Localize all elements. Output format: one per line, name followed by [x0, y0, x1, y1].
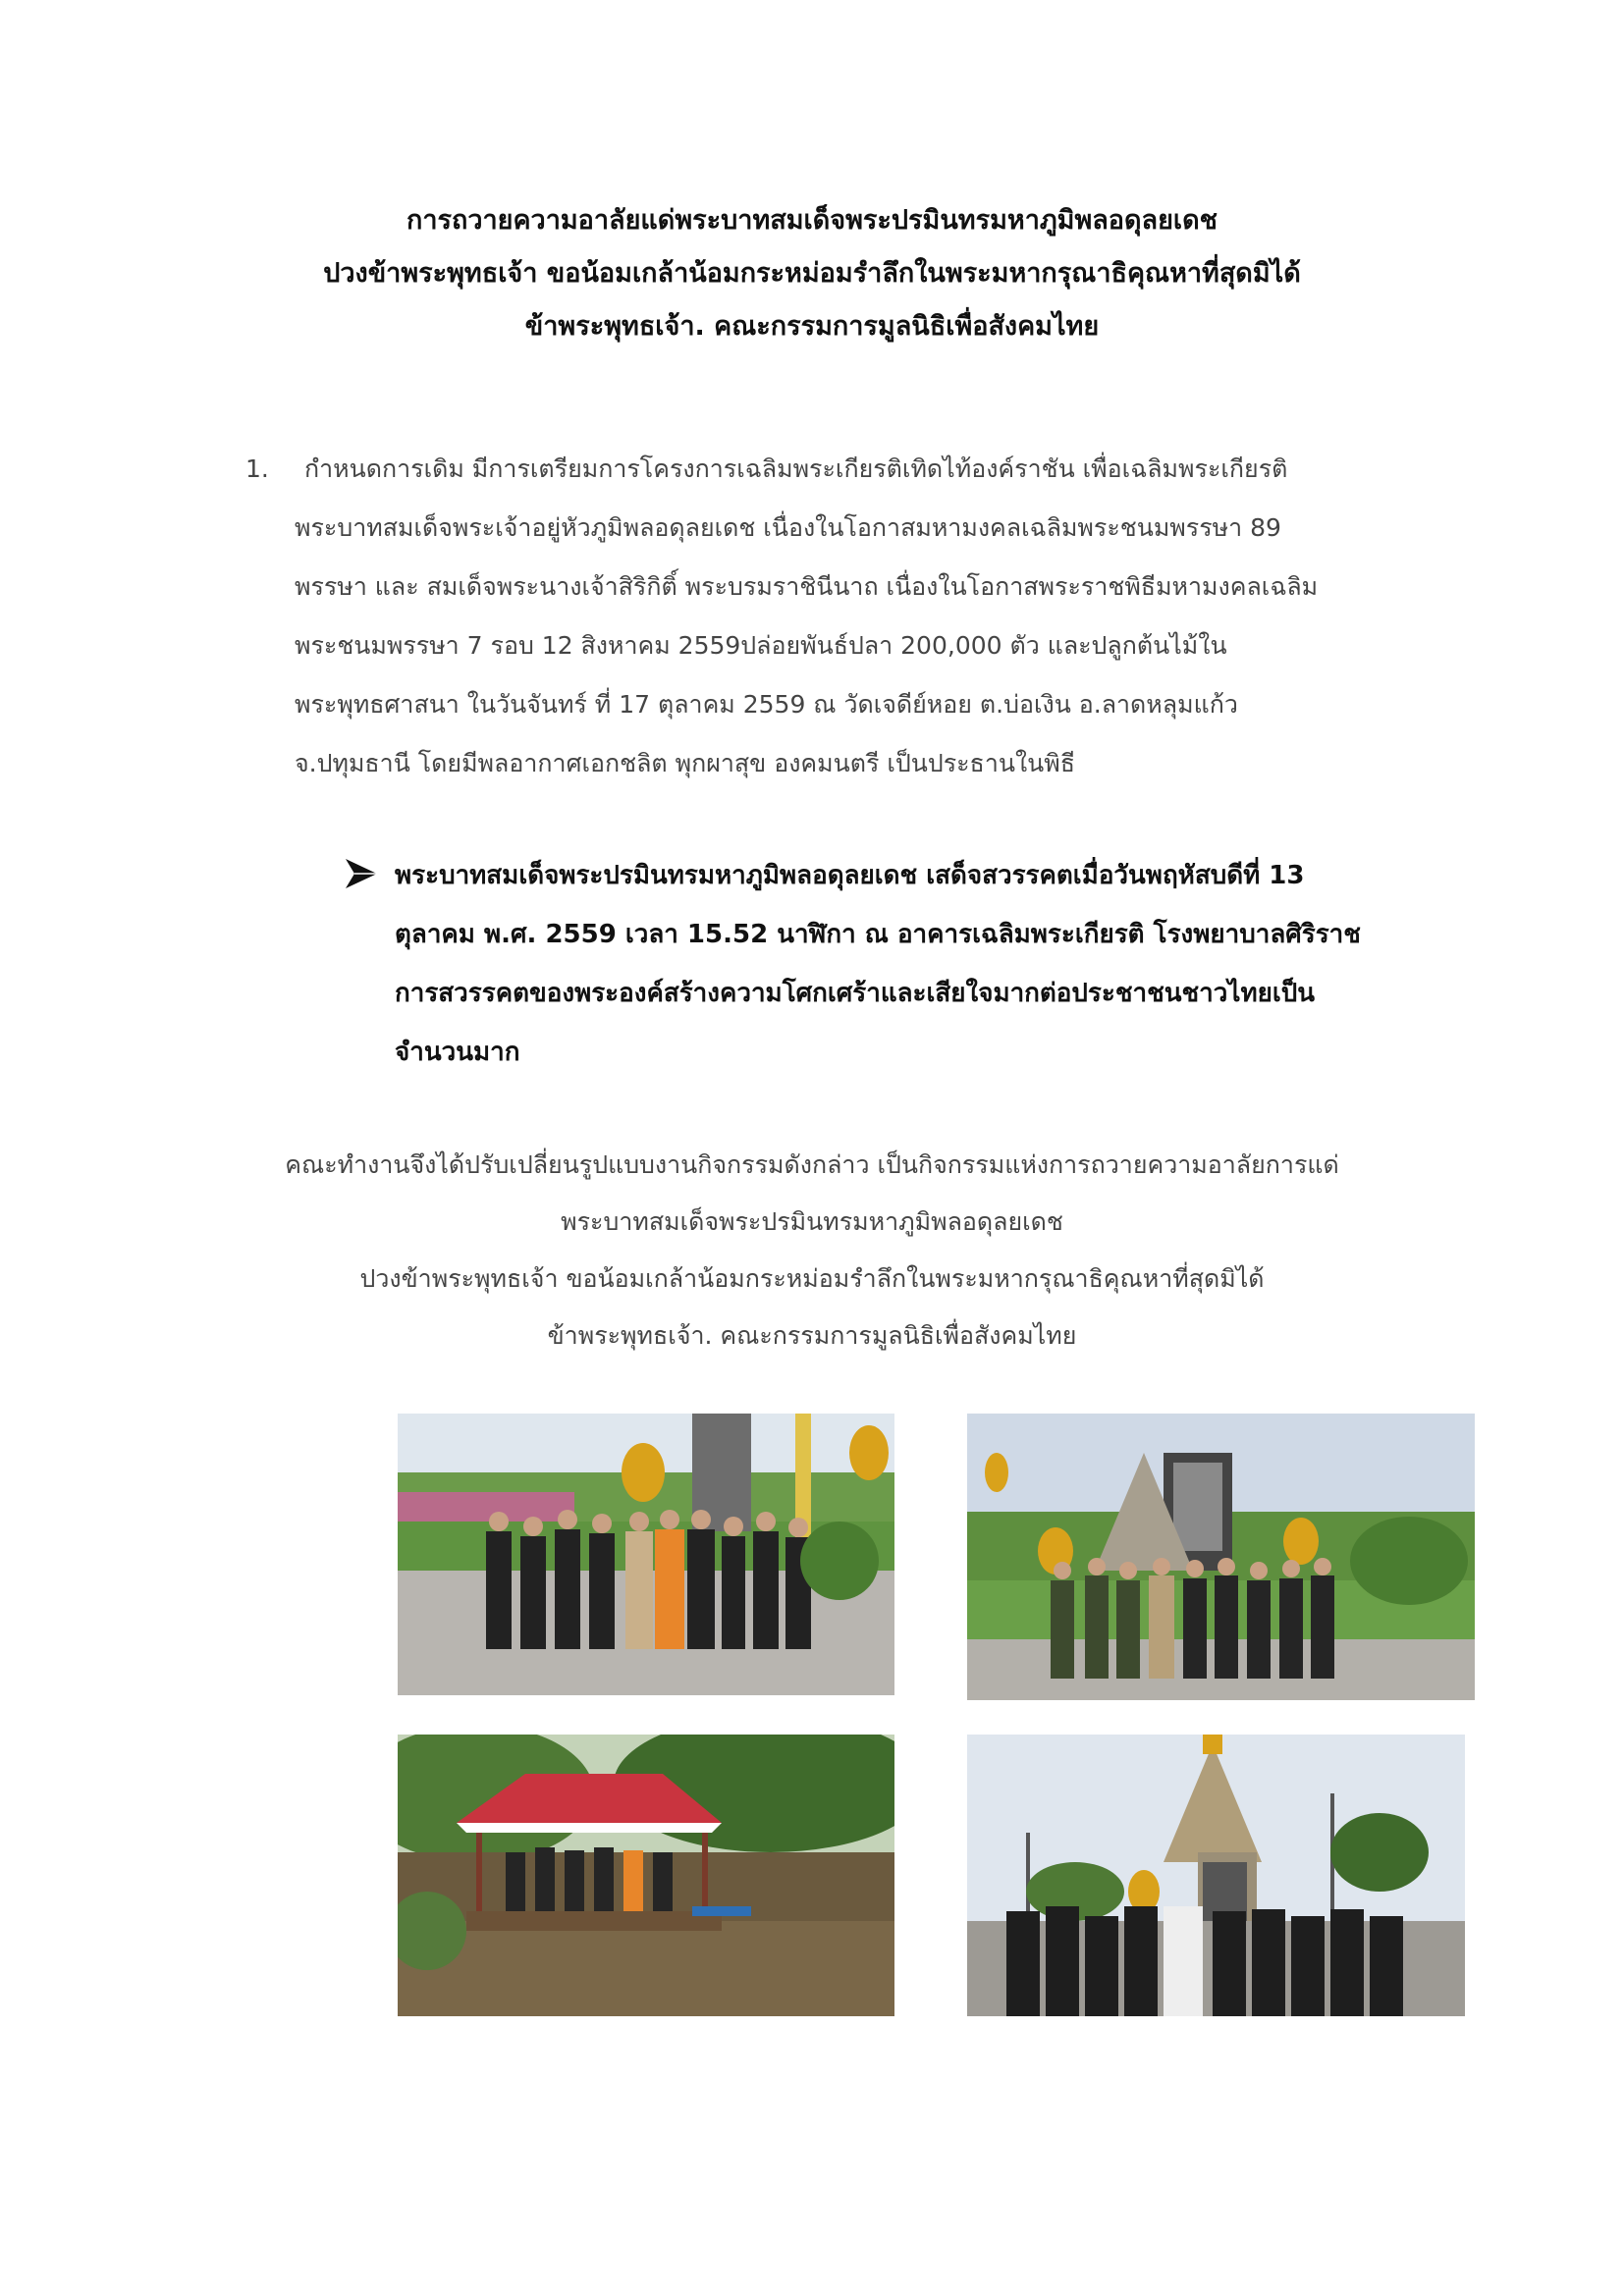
paragraph-line: พระชนมพรรษา 7 รอบ 12 สิงหาคม 2559ปล่อยพันธ์ปลา 200,000 ตัว และปลูกต้นไม้ใน [295, 631, 1227, 660]
photo-pavilion-on-water [398, 1735, 894, 2016]
title-line-1: การถวายความอาลัยแด่พระบาทสมเด็จพระปรมินทรมหาภูมิพลอดุลยเดช [406, 205, 1218, 236]
paragraph-line: พรรษา และ สมเด็จพระนางเจ้าสิริกิติ์ พระบรมราชินีนาถ เนื่องในโอกาสพระราชพิธีมหามงคลเฉลิม [295, 572, 1319, 601]
bullet-line: จำนวนมาก [395, 1038, 520, 1067]
bullet-line: ตุลาคม พ.ศ. 2559 เวลา 15.52 นาฬิกา ณ อาคารเฉลิมพระเกียรติ โรงพยาบาลศิริราช [395, 920, 1361, 949]
paragraph-line: พระพุทธศาสนา ในวันจันทร์ ที่ 17 ตุลาคม 2559 ณ วัดเจดีย์หอย ต.บ่อเงิน อ.ลาดหลุมแก้ว [295, 690, 1238, 719]
title-line-2: ปวงข้าพระพุทธเจ้า ขอน้อมเกล้าน้อมกระหม่อมรำลึกในพระมหากรุณาธิคุณหาที่สุดมิได้ [323, 258, 1301, 289]
arrow-bullet-icon [344, 856, 379, 891]
bullet-line: พระบาทสมเด็จพระปรมินทรมหาภูมิพลอดุลยเดช เสด็จสวรรคตเมื่อวันพฤหัสบดีที่ 13 [395, 861, 1305, 890]
note-line: ปวงข้าพระพุทธเจ้า ขอน้อมเกล้าน้อมกระหม่อมรำลึกในพระมหากรุณาธิคุณหาที่สุดมิได้ [359, 1264, 1265, 1293]
paragraph-line: จ.ปทุมธานี โดยมีพลอากาศเอกชลิต พุกผาสุข องคมนตรี เป็นประธานในพิธี [295, 749, 1075, 777]
item-number: 1. [245, 454, 269, 483]
photo-crowd-at-pagoda [967, 1735, 1465, 2016]
numbered-item-1 [245, 440, 1424, 793]
note-line: พระบาทสมเด็จพระปรมินทรมหาภูมิพลอดุลยเดช [561, 1207, 1063, 1236]
photo-officials-at-monument [967, 1414, 1475, 1700]
bullet-line: การสวรรคตของพระองค์สร้างความโศกเศร้าและเสียใจมากต่อประชาชนชาวไทยเป็น [395, 979, 1315, 1008]
note-line: ข้าพระพุทธเจ้า. คณะกรรมการมูลนิธิเพื่อสังคมไทย [547, 1321, 1077, 1350]
paragraph-line: กำหนดการเดิม มีการเตรียมการโครงการเฉลิมพระเกียรติเทิดไท้องค์ราชัน เพื่อเฉลิมพระเกียรติ [304, 454, 1288, 483]
photo-group-with-monk [398, 1414, 894, 1695]
centered-note [196, 1137, 1428, 1364]
paragraph-line: พระบาทสมเด็จพระเจ้าอยู่หัวภูมิพลอดุลยเดช เนื่องในโอกาสมหามงคลเฉลิมพระชนมพรรษา 89 [295, 513, 1281, 542]
document-title [196, 194, 1428, 353]
bullet-item [344, 846, 1424, 1082]
note-line: คณะทำงานจึงได้ปรับเปลี่ยนรูปแบบงานกิจกรรมดังกล่าว เป็นกิจกรรมแห่งการถวายความอาลัยการแด่ [285, 1150, 1339, 1179]
title-line-3: ข้าพระพุทธเจ้า. คณะกรรมการมูลนิธิเพื่อสังคมไทย [524, 311, 1100, 342]
